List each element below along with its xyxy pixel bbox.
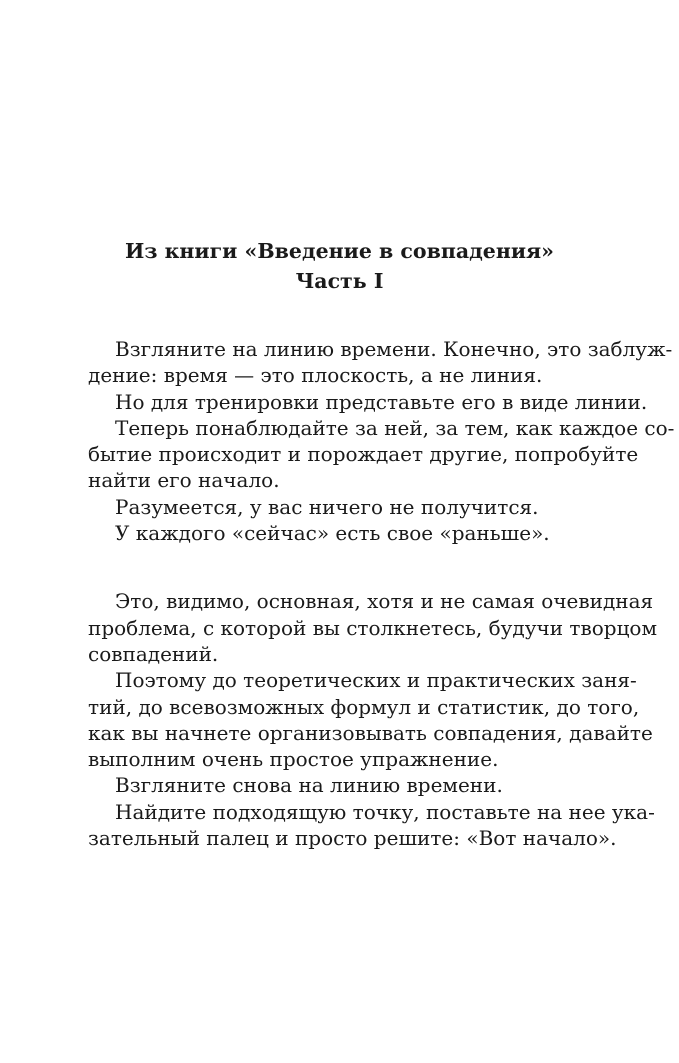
text-line: Взгляните снова на линию времени. [115,773,503,798]
text-line: как вы начнете организовывать совпадения, давайте [88,720,653,745]
text-line: совпадений. [88,641,219,666]
text-line: Это, видимо, основная, хотя и не самая очевидная [115,589,654,614]
text-line: Взгляните на линию времени. Конечно, это заблуж- [115,337,673,361]
text-line: бытие происходит и порождает другие, попробуйте [88,442,639,467]
part-title: Часть I [295,269,384,293]
text-line: У каждого «сейчас» есть свое «раньше». [115,521,550,546]
text-block-two [88,588,658,851]
text-line: зательный палец и просто решите: «Вот начало». [88,826,617,851]
text-line: Теперь понаблюдайте за ней, за тем, как каждое со- [115,415,675,440]
text-line: найти его начало. [88,468,280,493]
text-line: Но для тренировки представьте его в виде линии. [115,389,648,414]
text-block-one [88,336,675,546]
text-line: Найдите подходящую точку, поставьте на нее ука- [115,799,655,824]
text-line: тий, до всевозможных формул и статистик, до того, [88,694,640,719]
book-page [88,236,675,851]
text-line: выполним очень простое упражнение. [88,747,499,772]
chapter-heading [88,236,591,296]
text-line: дение: время — это плоскость, а не линия. [88,363,543,388]
text-line: Поэтому до теоретических и практических заня- [115,668,637,693]
text-line: проблема, с которой вы столкнетесь, будучи творцом [88,615,658,640]
text-line: Разумеется, у вас ничего не получится. [115,494,539,519]
book-title: Из книги «Введение в совпадения» [125,239,554,263]
